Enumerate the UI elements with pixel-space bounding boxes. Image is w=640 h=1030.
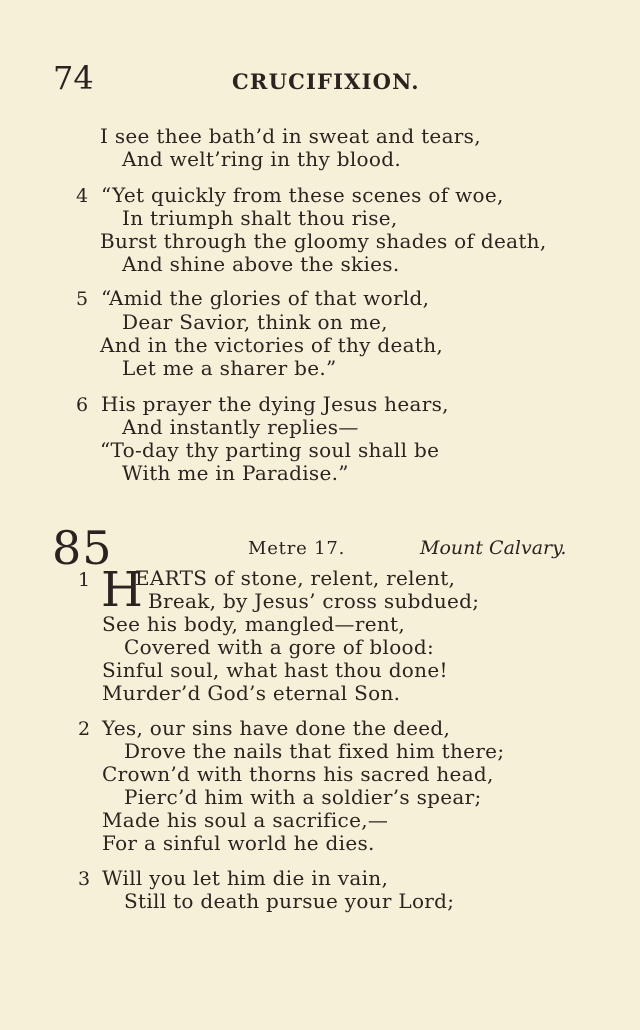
- verse-number: 6: [76, 394, 89, 416]
- verse-line: Break, by Jesus’ cross subdued;: [148, 589, 480, 613]
- verse-line: And instantly replies—: [122, 415, 359, 439]
- verse-number: 5: [76, 288, 89, 310]
- verse-line: In triumph shalt thou rise,: [122, 206, 398, 230]
- verse-line: For a sinful world he dies.: [102, 831, 375, 855]
- verse-line: Drove the nails that fixed him there;: [124, 739, 505, 763]
- verse-number: 3: [78, 868, 91, 890]
- verse-line: “Yet quickly from these scenes of woe,: [101, 183, 504, 207]
- verse-line: Burst through the gloomy shades of death,: [100, 229, 547, 253]
- verse-line: “Amid the glories of that world,: [101, 286, 430, 310]
- verse-line: Murder’d God’s eternal Son.: [102, 681, 401, 705]
- verse-line: And welt’ring in thy blood.: [122, 147, 401, 171]
- verse-line: Crown’d with thorns his sacred head,: [102, 762, 494, 786]
- verse-line: Yes, our sins have done the deed,: [102, 716, 451, 740]
- verse-line: Made his soul a sacrifice,—: [102, 808, 389, 832]
- hymn-number: 85: [52, 521, 113, 575]
- verse-line: Still to death pursue your Lord;: [124, 889, 455, 913]
- verse-line: See his body, mangled—rent,: [102, 612, 406, 636]
- verse-line: Dear Savior, think on me,: [122, 310, 388, 334]
- verse-line: His prayer the dying Jesus hears,: [101, 392, 449, 416]
- verse-line: Pierc’d him with a soldier’s spear;: [124, 785, 482, 809]
- verse-number: 1: [78, 569, 91, 591]
- verse-line: I see thee bath’d in sweat and tears,: [100, 124, 481, 148]
- verse-line: Will you let him die in vain,: [102, 866, 389, 890]
- tune-name: Mount Calvary.: [420, 537, 567, 559]
- verse-line: Sinful soul, what hast thou done!: [102, 658, 448, 682]
- running-title: CRUCIFIXION.: [232, 69, 420, 94]
- verse-line: Covered with a gore of blood:: [124, 635, 435, 659]
- verse-line: EARTS of stone, relent, relent,: [135, 566, 456, 590]
- page-number: 74: [53, 59, 94, 97]
- verse-number: 4: [76, 185, 89, 207]
- metre-label: Metre 17.: [248, 538, 346, 559]
- verse-line: Let me a sharer be.”: [122, 356, 337, 380]
- verse-line: And in the victories of thy death,: [100, 333, 444, 357]
- verse-line: “To-day thy parting soul shall be: [100, 438, 440, 462]
- verse-number: 2: [78, 718, 91, 740]
- verse-line: And shine above the skies.: [122, 252, 400, 276]
- verse-line: With me in Paradise.”: [122, 461, 349, 485]
- drop-cap: H: [101, 562, 143, 618]
